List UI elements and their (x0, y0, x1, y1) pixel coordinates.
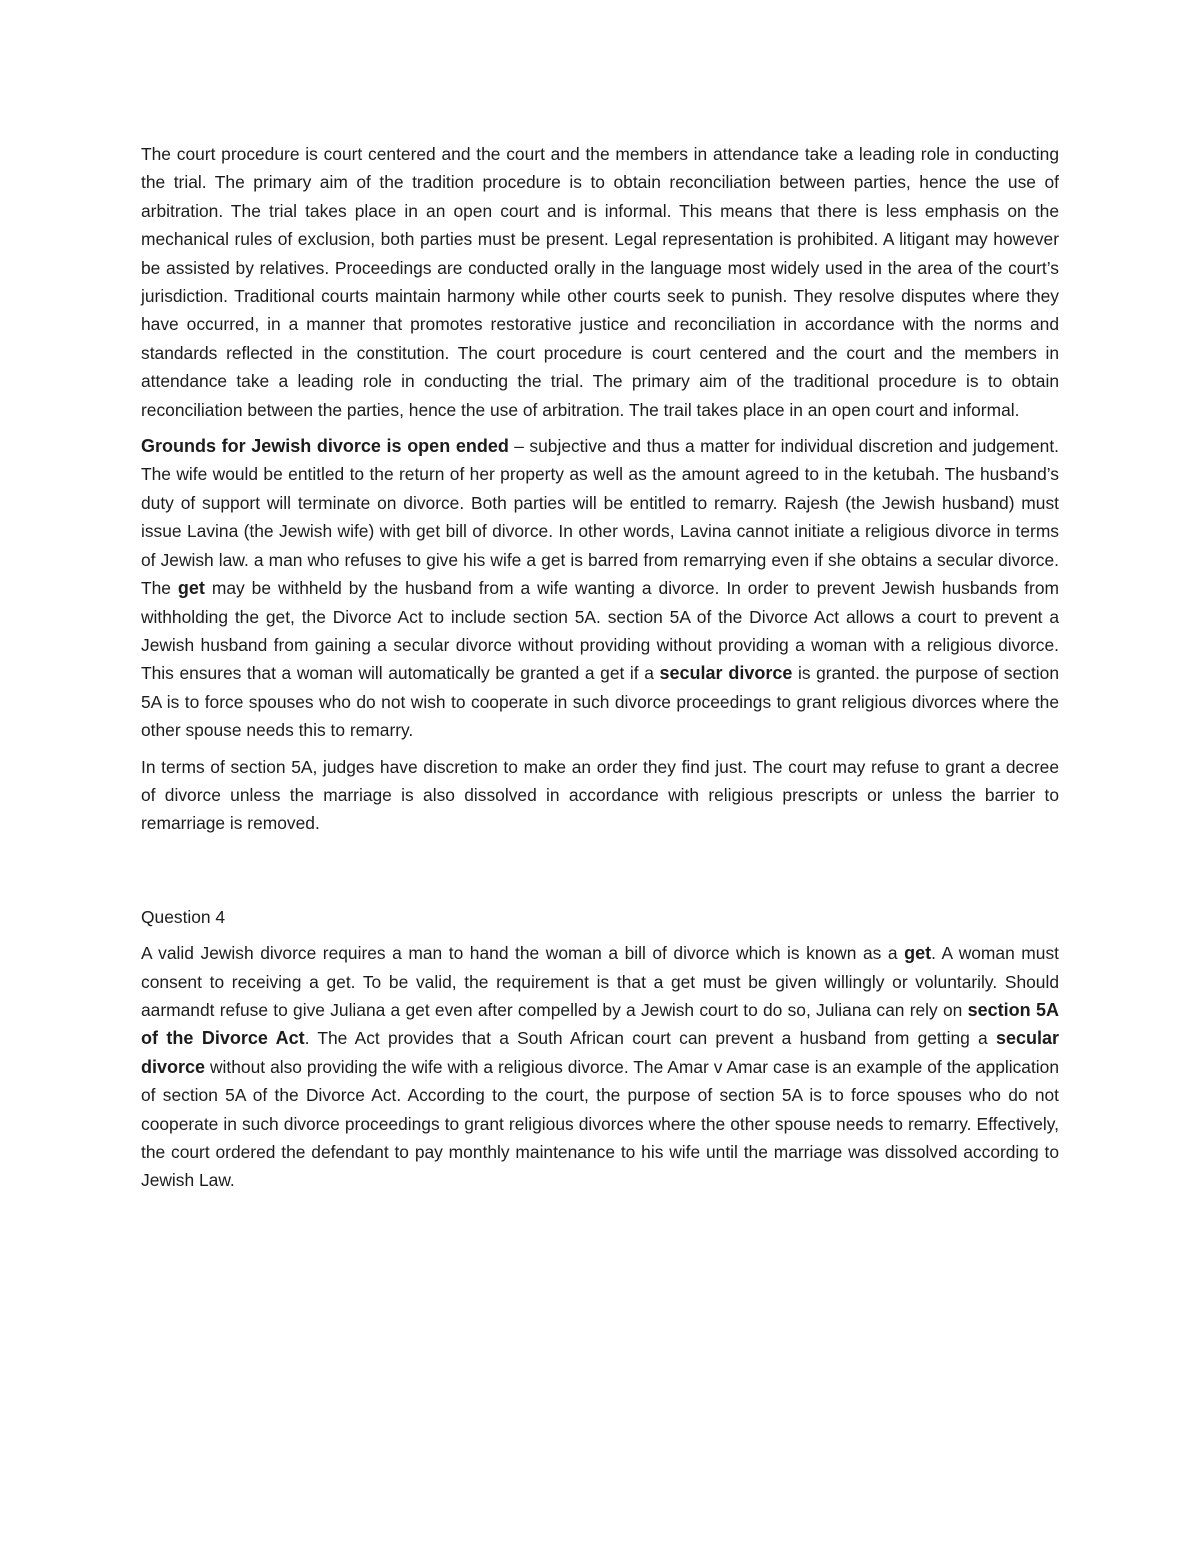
paragraph-section-5a: In terms of section 5A, judges have discretion to make an order they find just. The court may refuse to grant a decree of divorce unless the marriage is also dissolved in accordance with religious prescripts or unless the barrier to remarriage is removed. (141, 756, 1059, 834)
bold-term-secular-divorce: secular divorce (141, 1028, 1059, 1077)
paragraph-question-4 (141, 939, 1059, 1195)
paragraph-jewish-divorce (141, 432, 1059, 744)
document-page (141, 140, 1059, 1203)
text-span: – subjective and thus a matter for individual discretion and judgement. The wife would be entitled to the return of her property as well as the amount agreed to in the ketubah. The husband’s duty of support will terminate on divorce. Both parties will be entitled to remarry. Rajesh (the Jewish husband) must issue Lavina (the Jewish wife) with get bill of divorce. In other words, Lavina cannot initiate a religious divorce in terms of Jewish law. a man who refuses to give his wife a get is barred from remarrying even if she obtains a secular divorce. The (141, 436, 1059, 599)
text-span: A valid Jewish divorce requires a man to hand the woman a bill of divorce which is known as a (141, 943, 905, 964)
text-span: is granted. the purpose of section 5A is to force spouses who do not wish to cooperate in such divorce proceedings to grant religious divorces where the other spouse needs this to remarry. (141, 663, 1059, 741)
text-span: . A woman must consent to receiving a get. To be valid, the requirement is that a get must be given willingly or voluntarily. Should aarmandt refuse to give Juliana a get even after compelled by a Jewish court to do so, Juliana can rely on (141, 943, 1059, 1020)
text-span: may be withheld by the husband from a wife wanting a divorce. In order to prevent Jewish husbands from withholding the get, the Divorce Act to include section 5A. section 5A of the Divorce Act allows a court to prevent a Jewish husband from gaining a secular divorce without providing without providing a woman with a religious divorce. This ensures that a woman will automatically be granted a get if a (141, 578, 1059, 684)
blank-space (141, 846, 1059, 903)
bold-term-get: get (177, 578, 205, 599)
text-span: without also providing the wife with a religious divorce. The Amar v Amar case is an example of the application of section 5A of the Divorce Act. According to the court, the purpose of section 5A is to force spouses who do not cooperate in such divorce proceedings to grant religious divorces where the other spouse needs to remarry. Effectively, the court ordered the defendant to pay monthly maintenance to his wife until the marriage was dissolved according to Jewish Law. (141, 1056, 1059, 1191)
bold-term-get: get (904, 943, 932, 964)
bold-term-secular-divorce: secular divorce (659, 663, 793, 684)
text-span: . The Act provides that a South African court can prevent a husband from getting a (304, 1028, 996, 1049)
bold-term-section-5a: section 5A of the Divorce Act (141, 999, 1060, 1049)
question-heading: Question 4 (141, 906, 226, 927)
paragraph-traditional-courts: The court procedure is court centered and the court and the members in attendance take a leading role in conducting the trial. The primary aim of the tradition procedure is to obtain reconciliation between parties, hence the use of arbitration. The trial takes place in an open court and is informal. This means that there is less emphasis on the mechanical rules of exclusion, both parties must be present. Legal representation is prohibited. A litigant may however be assisted by relatives. Proceedings are conducted orally in the language most widely used in the area of the court’s jurisdiction. Traditional courts maintain harmony while other courts seek to punish. They resolve disputes where they have occurred, in a manner that promotes restorative justice and reconciliation in accordance with the norms and standards reflected in the constitution. The court procedure is court centered and the court and the members in attendance take a leading role in conducting the trial. The primary aim of the traditional procedure is to obtain reconciliation between the parties, hence the use of arbitration. The trail takes place in an open court and informal. (141, 144, 1059, 420)
bold-heading-grounds: Grounds for Jewish divorce is open ended (141, 436, 509, 457)
